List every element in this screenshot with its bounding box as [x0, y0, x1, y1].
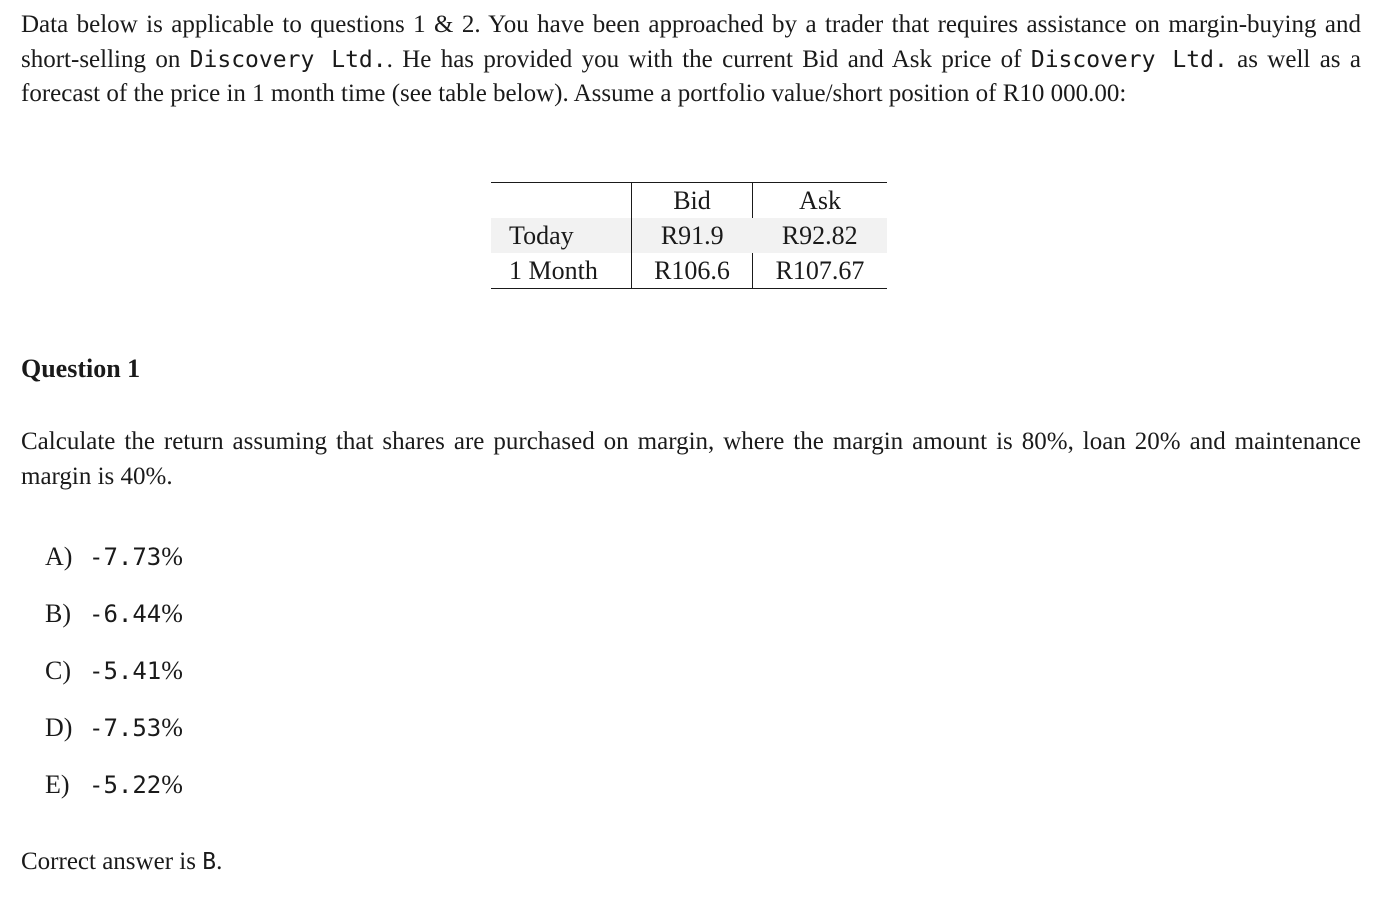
table-row-month [491, 253, 887, 289]
intro-text-1: Data below is applicable to questions 1 & 2. You have been approached by a trader that requires assistance on margin-buying and short-selling on [21, 11, 1361, 73]
answer-options [45, 539, 183, 824]
row-label: 1 Month [491, 253, 632, 289]
today-bid: R91.9 [632, 218, 753, 253]
correct-answer [21, 848, 222, 876]
option-suffix: % [161, 770, 183, 799]
table-header-row [491, 183, 887, 219]
option-c[interactable] [45, 653, 183, 710]
option-value: -7.73 [89, 543, 162, 571]
today-ask: R92.82 [753, 218, 888, 253]
option-letter: E) [45, 770, 70, 799]
option-value: -5.41 [89, 657, 162, 685]
table-row-today [491, 218, 887, 253]
price-table [491, 182, 887, 289]
ask-header: Ask [753, 183, 888, 219]
intro-text-3: as well as a forecast of the price in 1 month time (see table below). Assume a portfolio value/short position of R10 000.00: [21, 45, 1361, 107]
intro-paragraph [21, 8, 1361, 112]
intro-text-2: . He has provided you with the current Bid and Ask price of [386, 45, 1031, 73]
bid-header: Bid [632, 183, 753, 219]
question-text: Calculate the return assuming that shares are purchased on margin, where the margin amount is 80%, loan 20% and maintenance margin is 40%. [21, 428, 1361, 490]
option-letter: D) [45, 713, 73, 742]
option-suffix: % [161, 599, 183, 628]
answer-prefix: Correct answer is [21, 848, 203, 875]
company-name: Discovery Ltd. [1030, 46, 1228, 73]
option-letter: C) [45, 656, 71, 685]
table-corner-cell [491, 183, 632, 219]
option-letter: A) [45, 542, 73, 571]
option-suffix: % [161, 542, 183, 571]
row-label: Today [491, 218, 632, 253]
option-b[interactable] [45, 596, 183, 653]
question-heading: Question 1 [21, 354, 141, 383]
company-name: Discovery Ltd. [189, 46, 387, 73]
option-e[interactable] [45, 767, 183, 824]
option-value: -6.44 [89, 600, 162, 628]
answer-letter: B [202, 849, 217, 875]
option-d[interactable] [45, 710, 183, 767]
month-bid: R106.6 [632, 253, 753, 289]
option-suffix: % [161, 656, 183, 685]
option-letter: B) [45, 599, 71, 628]
option-value: -7.53 [89, 714, 162, 742]
answer-suffix: . [216, 848, 223, 875]
option-suffix: % [161, 713, 183, 742]
option-a[interactable] [45, 539, 183, 596]
month-ask: R107.67 [753, 253, 888, 289]
option-value: -5.22 [89, 771, 162, 799]
